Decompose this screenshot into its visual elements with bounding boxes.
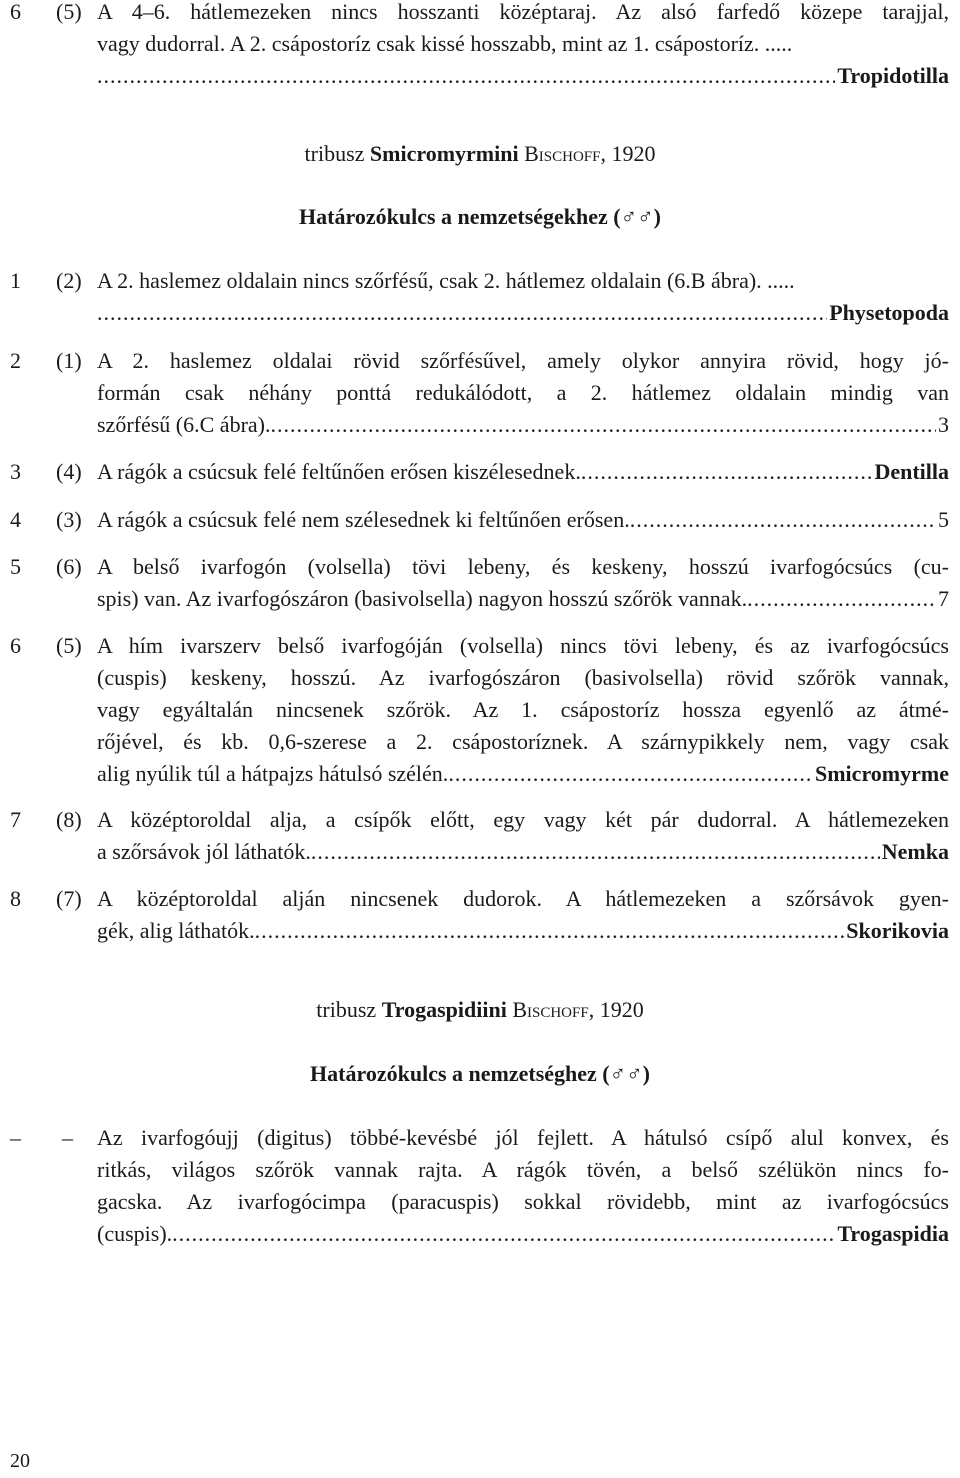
leader-dots bbox=[581, 456, 873, 488]
entry-text-line: A középtoroldal alján nincsenek dudorok. A hátlemezeken a szőrsávok gyen- bbox=[97, 886, 949, 911]
entry-number: 5 bbox=[10, 554, 21, 579]
entry-result: Tropidotilla bbox=[837, 63, 949, 88]
entry-result: 7 bbox=[938, 586, 949, 611]
entry-result: 5 bbox=[938, 507, 949, 532]
entry-text-last: szőrfésű (6.C ábra). bbox=[97, 412, 271, 437]
entry-reference: – bbox=[62, 1125, 73, 1150]
entry-text-line: ritkás, világos szőrök vannak rajta. A rágók tövén, a belső szélükön nincs fo- bbox=[97, 1157, 949, 1182]
entry-number: 4 bbox=[10, 507, 21, 532]
entry-reference: (7) bbox=[56, 886, 82, 911]
entry-number: – bbox=[10, 1125, 21, 1150]
entry-text-last: (cuspis). bbox=[97, 1221, 173, 1246]
entry-text-line: rőjével, és kb. 0,6-szerese a 2. csápostoríznek. A szárnypikkely nem, vagy csak bbox=[97, 729, 949, 754]
page-number: 20 bbox=[10, 1450, 30, 1472]
tribe-year: , 1920 bbox=[600, 141, 656, 166]
entry-number: 6 bbox=[10, 0, 21, 24]
leader-dots bbox=[271, 409, 937, 441]
entry-number: 7 bbox=[10, 807, 21, 832]
entry-text-line: (cuspis) keskeny, hosszú. Az ivarfogószáron (basivolsella) rövid szőrök vannak, bbox=[97, 665, 949, 690]
entry-result: Physetopoda bbox=[829, 300, 949, 325]
leader-dots bbox=[255, 915, 845, 947]
entry-result: Dentilla bbox=[874, 459, 949, 484]
entry-text-line: A belső ivarfogón (volsella) tövi lebeny, és keskeny, hosszú ivarfogócsúcs (cu- bbox=[97, 554, 949, 579]
entry-text-line: vagy dudorral. A 2. csápostoríz csak kissé hosszabb, mint az 1. csápostoríz. ..... bbox=[97, 31, 793, 56]
tribe-heading bbox=[0, 138, 960, 170]
entry-text-line: A 2. haslemez oldalai rövid szőrfésűvel, amely olykor annyira rövid, hogy jó- bbox=[97, 348, 949, 373]
entry-reference: (3) bbox=[56, 507, 82, 532]
entry-reference: (1) bbox=[56, 348, 82, 373]
key-title-text: Határozókulcs a nemzetségekhez (♂♂) bbox=[299, 204, 661, 229]
key-title-text: Határozókulcs a nemzetséghez (♂♂) bbox=[310, 1061, 650, 1086]
entry-number: 6 bbox=[10, 633, 21, 658]
entry-result: Trogaspidia bbox=[837, 1221, 949, 1246]
tribe-year: , 1920 bbox=[588, 997, 644, 1022]
entry-result: Nemka bbox=[881, 839, 949, 864]
leader-dots bbox=[311, 836, 880, 868]
entry-text-last: a szőrsávok jól láthatók. bbox=[97, 839, 311, 864]
entry-text-line: A középtoroldal alja, a csípők előtt, egy vagy két pár dudorral. A hátlemezeken bbox=[97, 807, 949, 832]
tribe-prefix: tribusz bbox=[316, 997, 377, 1022]
entry-text-line: A hím ivarszerv belső ivarfogóján (volsella) nincs tövi lebeny, és az ivarfogócsúcs bbox=[97, 633, 949, 658]
key-title bbox=[0, 201, 960, 233]
leader-dots bbox=[747, 583, 936, 615]
leader-dots bbox=[630, 504, 936, 536]
entry-number: 1 bbox=[10, 268, 21, 293]
entry-text-line: A 2. haslemez oldalain nincs szőrfésű, csak 2. hátlemez oldalain (6.B ábra). ..... bbox=[97, 268, 795, 293]
tribe-prefix: tribusz bbox=[304, 141, 365, 166]
entry-result: 3 bbox=[938, 412, 949, 437]
tribe-author: Bischoff bbox=[512, 997, 589, 1022]
entry-text-last: gék, alig láthatók. bbox=[97, 918, 255, 943]
entry-text-line: gacska. Az ivarfogócimpa (paracuspis) sokkal rövidebb, mint az ivarfogócsúcs bbox=[97, 1189, 949, 1214]
entry-text-last: A rágók a csúcsuk felé feltűnően erősen kiszélesednek. bbox=[97, 459, 581, 484]
entry-result: Skorikovia bbox=[846, 918, 949, 943]
leader-dots bbox=[172, 1218, 835, 1250]
tribe-author: Bischoff bbox=[524, 141, 601, 166]
leader-dots bbox=[97, 60, 835, 92]
tribe-name: Trogaspidiini bbox=[381, 997, 507, 1022]
entry-reference: (4) bbox=[56, 459, 82, 484]
entry-reference: (6) bbox=[56, 554, 82, 579]
tribe-name: Smicromyrmini bbox=[369, 141, 519, 166]
entry-number: 2 bbox=[10, 348, 21, 373]
entry-text-last: alig nyúlik túl a hátpajzs hátulsó szélén. bbox=[97, 761, 449, 786]
entry-reference: (5) bbox=[56, 0, 82, 24]
entry-text-line: Az ivarfogóujj (digitus) többé-kevésbé jól fejlett. A hátulsó csípő alul konvex, és bbox=[97, 1125, 949, 1150]
entry-reference: (8) bbox=[56, 807, 82, 832]
entry-reference: (5) bbox=[56, 633, 82, 658]
entry-text-last: spis) van. Az ivarfogószáron (basivolsella) nagyon hosszú szőrök vannak. bbox=[97, 586, 748, 611]
entry-text-last: A rágók a csúcsuk felé nem szélesednek ki feltűnően erősen. bbox=[97, 507, 630, 532]
key-title bbox=[0, 1058, 960, 1090]
entry-text-line: formán csak néhány ponttá redukálódott, a 2. hátlemez oldalain mindig van bbox=[97, 380, 949, 405]
entry-number: 8 bbox=[10, 886, 21, 911]
entry-result: Smicromyrme bbox=[815, 761, 949, 786]
entry-text-line: vagy egyáltalán nincsenek szőrök. Az 1. csápostoríz hossza egyenlő az átmé- bbox=[97, 697, 949, 722]
entry-number: 3 bbox=[10, 459, 21, 484]
leader-dots bbox=[97, 297, 827, 329]
entry-reference: (2) bbox=[56, 268, 82, 293]
tribe-heading bbox=[0, 994, 960, 1026]
entry-text-line: A 4–6. hátlemezeken nincs hosszanti középtaraj. Az alsó farfedő közepe tarajjal, bbox=[97, 0, 949, 24]
leader-dots bbox=[448, 758, 813, 790]
